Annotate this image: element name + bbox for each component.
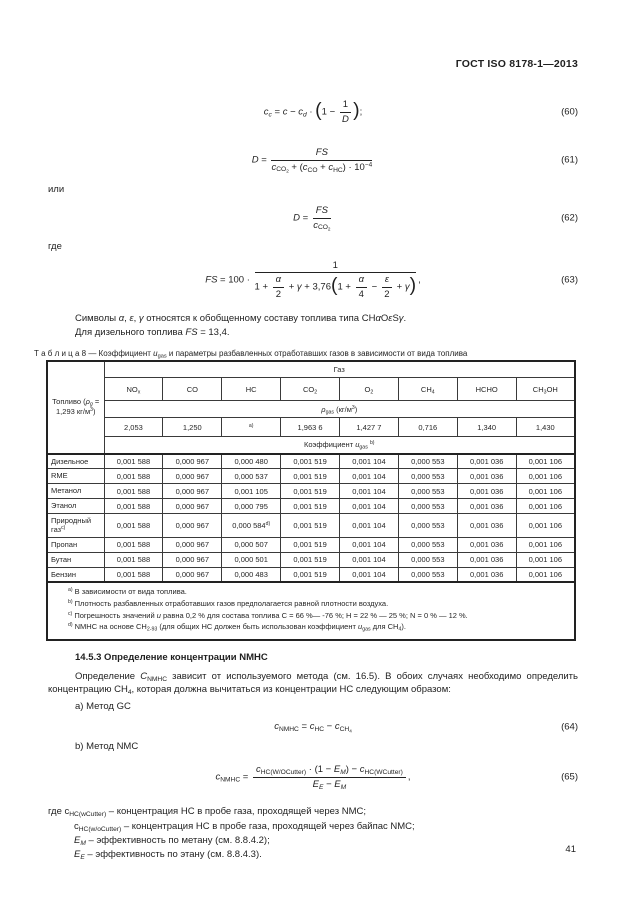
- fuel-name-cell: Природный газ$^{c)}$: [47, 514, 104, 538]
- density-value-cell: 2,053: [104, 418, 163, 437]
- coefficient-value-cell: 0,001 588: [104, 567, 163, 582]
- equation-63: [48, 254, 578, 306]
- section-heading: 14.5.3 Определение концентрации NMHC: [75, 651, 268, 663]
- coefficient-value-cell: 0,001 519: [281, 567, 340, 582]
- coefficient-value-cell: 0,001 036: [457, 552, 516, 567]
- density-value-cell: 1,250: [163, 418, 222, 437]
- fuel-name-cell: Этанол: [47, 499, 104, 514]
- equation-62: [48, 197, 578, 239]
- coefficient-value-cell: 0,000 553: [398, 469, 457, 484]
- coefficient-value-cell: 0,000 553: [398, 552, 457, 567]
- definition-em: $E_M$ – эффективность по метану (см. 8.8.4.2);: [74, 834, 270, 847]
- coefficient-value-cell: 0,000 553: [398, 514, 457, 538]
- table-row-coefficient-label: [47, 437, 575, 454]
- coefficient-label-cell: Коэффициент $u_{gas}$ $^{b)}$: [104, 437, 575, 454]
- connector-word-or: или: [48, 184, 65, 195]
- equation-65-number: (65): [561, 771, 578, 783]
- coefficient-value-cell: 0,001 104: [340, 552, 399, 567]
- coefficient-value-cell: 0,000 553: [398, 484, 457, 499]
- coefficient-value-cell: 0,001 519: [281, 499, 340, 514]
- table-footnote: $^{d)}$ NMHC на основе $CH_{2-93}$ (для общих НС должен быть использован коэффициент $u_{gas}$ для $CH_4$).: [68, 622, 406, 633]
- table-row: [47, 567, 575, 582]
- fuel-name-cell: RME: [47, 469, 104, 484]
- coefficient-value-cell: 0,000 553: [398, 454, 457, 469]
- section-paragraph: Определение $C_{NMHC}$ зависит от используемого метода (см. 16.5). В обоих случаях необходимо определить концентрацию $CH_4$, которая должна вычитаться из концентрации НС следующим образом:: [48, 670, 578, 697]
- table-footnotes-section: [47, 582, 575, 640]
- coefficient-value-cell: 0,000 967: [163, 514, 222, 538]
- table-row-density-label: [47, 401, 575, 418]
- fuel-name-cell: Бензин: [47, 567, 104, 582]
- coefficient-value-cell: 0,001 588: [104, 454, 163, 469]
- gas-column-header: HC: [222, 378, 281, 401]
- equation-60-body: $c_c = c - c_d \cdot (1$ − $\frac{1}{D}$ );: [263, 99, 363, 125]
- gas-column-header: $NO_x$: [104, 378, 163, 401]
- coefficient-value-cell: 0,000 967: [163, 537, 222, 552]
- gas-column-header: $CO_2$: [281, 378, 340, 401]
- density-value-cell: 1,340: [457, 418, 516, 437]
- coefficient-value-cell: 0,001 106: [516, 514, 575, 538]
- table-row: [47, 552, 575, 567]
- coefficient-value-cell: 0,000 553: [398, 567, 457, 582]
- coefficient-value-cell: 0,001 106: [516, 552, 575, 567]
- fuel-name-cell: Бутан: [47, 552, 104, 567]
- definitions-list: [48, 805, 578, 862]
- coefficient-value-cell: 0,001 588: [104, 552, 163, 567]
- equation-65-body: $c_{NMHC}$ = $\frac{c_{HC(W/OCutter)} \cdot (1 - E_M) - c_{HC(WCutter)}}{E_E - E_M}$ ,: [215, 764, 411, 791]
- coefficient-value-cell: 0,000 584$^{d)}$: [222, 514, 281, 538]
- table-row: [47, 537, 575, 552]
- equation-64: [48, 714, 578, 740]
- equation-63-number: (63): [561, 274, 578, 286]
- coefficient-value-cell: 0,000 483: [222, 567, 281, 582]
- coefficient-value-cell: 0,001 104: [340, 469, 399, 484]
- coefficient-value-cell: 0,001 036: [457, 469, 516, 484]
- table-row: [47, 484, 575, 499]
- coefficient-value-cell: 0,000 967: [163, 469, 222, 484]
- coefficient-value-cell: 0,000 967: [163, 484, 222, 499]
- coefficient-value-cell: 0,001 036: [457, 499, 516, 514]
- fuel-name-cell: Метанол: [47, 484, 104, 499]
- density-value-cell: 1,963 6: [281, 418, 340, 437]
- equation-60-number: (60): [561, 106, 578, 118]
- diesel-fs-line: Для дизельного топлива FS = 13,4.: [75, 326, 230, 338]
- coefficient-value-cell: 0,001 036: [457, 484, 516, 499]
- coefficient-value-cell: 0,001 105: [222, 484, 281, 499]
- coefficient-value-cell: 0,001 104: [340, 567, 399, 582]
- equation-60: [48, 92, 578, 132]
- coefficient-value-cell: 0,001 588: [104, 514, 163, 538]
- connector-word-where: где: [48, 241, 62, 252]
- density-value-cell: 0,716: [398, 418, 457, 437]
- coefficient-value-cell: 0,001 036: [457, 537, 516, 552]
- table-footnote: $^{a)}$ В зависимости от вида топлива.: [68, 587, 187, 597]
- coefficient-value-cell: 0,000 967: [163, 499, 222, 514]
- table-caption: Т а б л и ц а 8 — Коэффициент $u_{gas}$ и параметры разбавленных отработавших газов в зависимости от вида топлива: [34, 348, 468, 360]
- document-title-header: ГОСТ ISO 8178-1—2013: [455, 58, 578, 70]
- table-header-row-gas-group: [47, 361, 575, 378]
- density-label-cell: $\rho_{gas}$ $(кг/м^3)$: [104, 401, 575, 418]
- coefficient-value-cell: 0,001 519: [281, 537, 340, 552]
- coefficient-value-cell: 0,001 588: [104, 469, 163, 484]
- equation-61-body: D = $\frac{FS}{c_{CO_2} + (c_{CO} + c_{HC}) \cdot 10^{-4}}$: [251, 147, 373, 174]
- coefficient-value-cell: 0,000 795: [222, 499, 281, 514]
- coefficient-value-cell: 0,001 104: [340, 514, 399, 538]
- equation-61: [48, 138, 578, 182]
- coefficient-value-cell: 0,001 588: [104, 484, 163, 499]
- coefficient-value-cell: 0,001 519: [281, 469, 340, 484]
- coefficient-value-cell: 0,001 104: [340, 499, 399, 514]
- method-b-label: b) Метод NMC: [75, 740, 139, 752]
- table-row: [47, 469, 575, 484]
- density-value-cell: 1,430: [516, 418, 575, 437]
- density-value-cell: a): [222, 418, 281, 437]
- table-footnotes-cell: [47, 582, 575, 640]
- method-a-label: a) Метод GC: [75, 700, 131, 712]
- coefficient-value-cell: 0,000 480: [222, 454, 281, 469]
- coefficient-value-cell: 0,001 106: [516, 499, 575, 514]
- gas-column-header: $CH_3OH$: [516, 378, 575, 401]
- gas-column-header: $CH_4$: [398, 378, 457, 401]
- coefficient-value-cell: 0,001 588: [104, 537, 163, 552]
- gas-column-header: CO: [163, 378, 222, 401]
- coefficient-value-cell: 0,000 537: [222, 469, 281, 484]
- equation-64-number: (64): [561, 721, 578, 733]
- gas-column-header: HCHO: [457, 378, 516, 401]
- equation-62-body: D = $\frac{FS}{c_{CO_2}}$: [293, 205, 331, 232]
- definition-hc-wocutter: $c_{HC(w/oCutter)}$ – концентрация НС в пробе газа, проходящей через байпас NMC;: [74, 820, 415, 833]
- gas-coefficients-table: [46, 360, 576, 641]
- coefficient-value-cell: 0,000 967: [163, 454, 222, 469]
- coefficient-value-cell: 0,001 519: [281, 484, 340, 499]
- definition-hc-wcutter: где $c_{HC(wCutter)}$ – концентрация НС в пробе газа, проходящей через NMC;: [48, 806, 367, 819]
- fuel-name-cell: Пропан: [47, 537, 104, 552]
- definition-ee: $E_E$ – эффективность по этану (см. 8.8.4.3).: [74, 849, 262, 862]
- table-row: [47, 514, 575, 538]
- coefficient-value-cell: 0,001 036: [457, 567, 516, 582]
- table-row: [47, 454, 575, 469]
- coefficient-value-cell: 0,001 104: [340, 484, 399, 499]
- coefficient-value-cell: 0,000 967: [163, 567, 222, 582]
- equation-65: [48, 753, 578, 801]
- equation-61-number: (61): [561, 154, 578, 166]
- table-row-density-values: [47, 418, 575, 437]
- gas-column-header: $O_2$: [340, 378, 399, 401]
- coefficient-value-cell: 0,001 519: [281, 552, 340, 567]
- fuel-name-cell: Дизельное: [47, 454, 104, 469]
- page-number: 41: [565, 844, 576, 855]
- coefficient-value-cell: 0,001 104: [340, 537, 399, 552]
- table-row: [47, 499, 575, 514]
- table-footnote: $^{c)}$ Погрешность значений u равна 0,2 % для состава топлива С = 66 %— -76 %; Н = 22 % — 25 %; N = 0 % — 12 %.: [68, 610, 468, 620]
- coefficient-value-cell: 0,001 104: [340, 454, 399, 469]
- fuel-rows: [47, 454, 575, 583]
- gas-group-header-cell: Газ: [104, 361, 575, 378]
- table-header-row-gas-names: [47, 378, 575, 401]
- coefficient-value-cell: 0,001 106: [516, 537, 575, 552]
- coefficient-value-cell: 0,001 036: [457, 514, 516, 538]
- fuel-header-cell: Топливо ($\rho_g = 1,293$ $кг/м^3$): [47, 361, 104, 454]
- coefficient-value-cell: 0,001 519: [281, 454, 340, 469]
- coefficient-value-cell: 0,001 106: [516, 469, 575, 484]
- table-footnotes-row: [47, 582, 575, 640]
- table-footnotes: [54, 586, 570, 633]
- coefficient-value-cell: 0,001 106: [516, 454, 575, 469]
- coefficient-value-cell: 0,001 519: [281, 514, 340, 538]
- coefficient-value-cell: 0,001 588: [104, 499, 163, 514]
- coefficient-value-cell: 0,000 967: [163, 552, 222, 567]
- equation-63-body: FS = 100 · 1 1 + $\frac{\alpha}{2}$ + γ + 3,76(1 + $\frac{\alpha}{4}$ − $\frac{\varepsilon}{2}$ + γ) ,: [205, 259, 421, 300]
- symbols-note-line: Символы α, ε, γ относятся к обобщенному составу топлива типа CHαOεSγ.: [75, 313, 407, 324]
- equation-62-number: (62): [561, 212, 578, 224]
- coefficient-value-cell: 0,001 106: [516, 484, 575, 499]
- coefficient-value-cell: 0,000 553: [398, 499, 457, 514]
- equation-64-body: $c_{NMHC} = c_{HC} - c_{CH_4}$: [274, 721, 352, 734]
- table-footnote: $^{b)}$ Плотность разбавленных отработавших газов предполагается равной плотности воздуха.: [68, 598, 389, 608]
- coefficient-value-cell: 0,001 106: [516, 567, 575, 582]
- coefficient-value-cell: 0,000 501: [222, 552, 281, 567]
- coefficient-value-cell: 0,001 036: [457, 454, 516, 469]
- coefficient-value-cell: 0,000 553: [398, 537, 457, 552]
- coefficient-value-cell: 0,000 507: [222, 537, 281, 552]
- density-value-cell: 1,427 7: [340, 418, 399, 437]
